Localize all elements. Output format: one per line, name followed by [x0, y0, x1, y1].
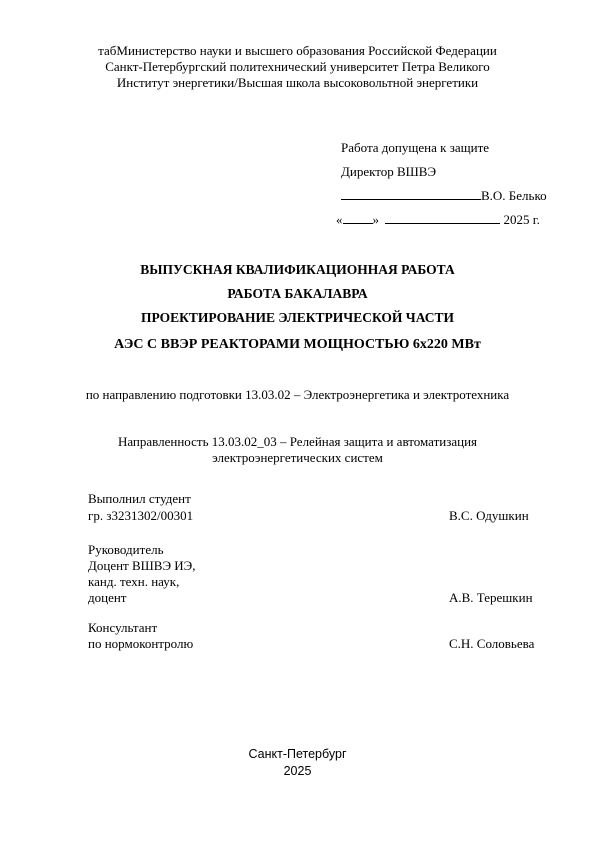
supervisor-degree: канд. техн. наук, — [88, 574, 180, 589]
supervisor-title: доцент — [88, 590, 127, 605]
university-line: Санкт-Петербургский политехнический университет Петра Великого — [105, 59, 490, 74]
supervisor-position: Доцент ВШВЭ ИЭ, — [88, 558, 196, 573]
admitted-to-defense: Работа допущена к защите — [341, 140, 490, 155]
topic-title-line1: ПРОЕКТИРОВАНИЕ ЭЛЕКТРИЧЕСКОЙ ЧАСТИ — [140, 310, 455, 325]
footer-city: Санкт-Петербург — [248, 747, 347, 761]
institute-line: Институт энергетики/Высшая школа высоковольтной энергетики — [116, 75, 479, 90]
quote-close: » — [372, 212, 379, 227]
month-underline — [385, 212, 500, 224]
supervisor-label: Руководитель — [88, 542, 164, 557]
director-name: В.О. Белько — [481, 188, 547, 203]
signature-underline — [341, 188, 481, 200]
degree-title: РАБОТА БАКАЛАВРА — [227, 286, 368, 301]
focus-line1: Направленность 13.03.02_03 – Релейная защита и автоматизация — [117, 434, 478, 449]
consultant-role: по нормоконтролю — [88, 636, 194, 651]
student-name: В.С. Одушкин — [449, 508, 529, 523]
date-line — [336, 212, 540, 228]
day-underline — [343, 212, 373, 224]
supervisor-name: А.В. Терешкин — [449, 590, 533, 605]
consultant-label: Консультант — [88, 620, 158, 635]
director-label: Директор ВШВЭ — [341, 164, 437, 179]
topic-title-line2: АЭС С ВВЭР РЕАКТОРАМИ МОЩНОСТЬЮ 6х220 МВт — [114, 337, 481, 352]
focus-line2: электроэнергетических систем — [212, 450, 383, 465]
approval-year: 2025 г. — [503, 212, 540, 227]
ministry-line: табМинистерство науки и высшего образования Российской Федерации — [98, 43, 497, 58]
director-signature-line — [341, 188, 547, 204]
quote-open: « — [336, 212, 343, 227]
work-type-title: ВЫПУСКНАЯ КВАЛИФИКАЦИОННАЯ РАБОТА — [140, 262, 455, 277]
study-direction: по направлению подготовки 13.03.02 – Электроэнергетика и электротехника — [85, 387, 510, 402]
student-group: гр. з3231302/00301 — [88, 508, 194, 523]
consultant-name: С.Н. Соловьева — [449, 636, 535, 651]
student-label: Выполнил студент — [88, 491, 191, 506]
footer-year: 2025 — [283, 764, 312, 778]
